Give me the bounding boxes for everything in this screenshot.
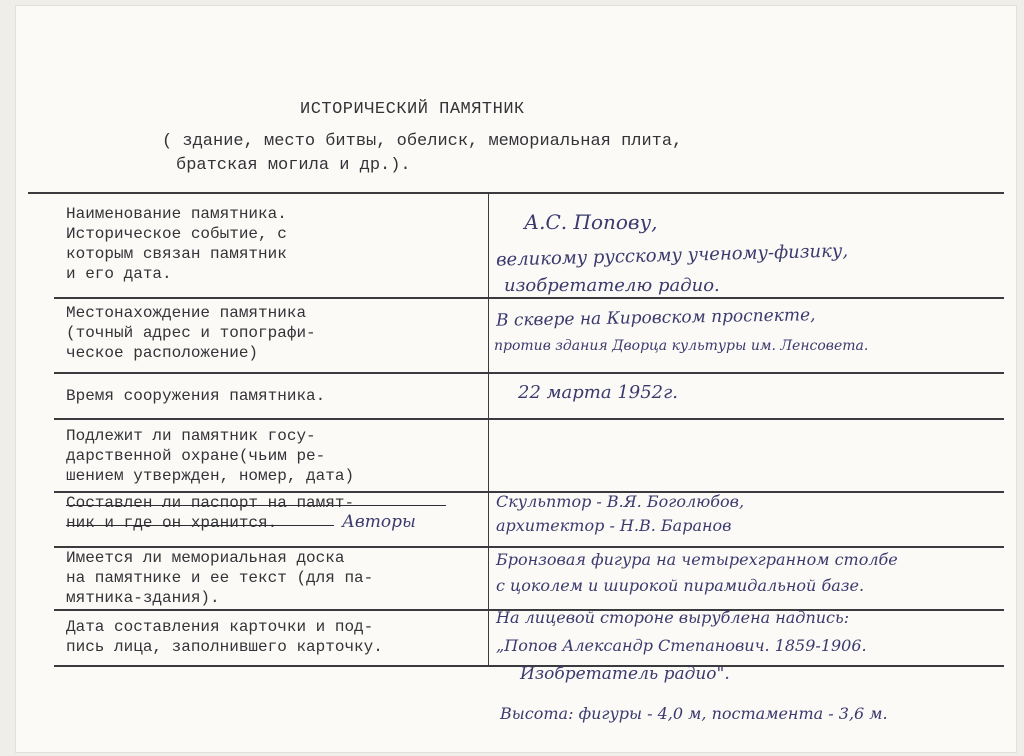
card-subtitle-line-1: ( здание, место битвы, обелиск, мемориальная плита, (162, 132, 683, 151)
field-label-location: Местонахождение памятника (точный адрес и топографи- ческое расположение) (66, 304, 316, 362)
table-top-rule (28, 192, 1004, 194)
handwritten-height-note: Высота: фигуры - 4,0 м, постамента - 3,6 м. (500, 704, 888, 723)
value-card-date-line-2: „Попов Александр Степанович. 1859-1906. (496, 636, 867, 655)
value-location-line-1: В сквере на Кировском проспекте, (495, 305, 816, 331)
value-passport-line-1: Скульптор - В.Я. Боголюбов, (496, 492, 745, 511)
field-label-construction-time: Время сооружения памятника. (66, 387, 326, 405)
field-label-passport: Составлен ли паспорт на памят- ник и где он хранится. (66, 494, 355, 532)
value-construction-time: 22 марта 1952г. (518, 382, 678, 403)
handwritten-note-authors: Авторы (342, 512, 416, 532)
field-label-memorial-plaque: Имеется ли мемориальная доска на памятнике и ее текст (для па- мятника-здания). (66, 549, 374, 607)
value-card-date-line-1: На лицевой стороне вырублена надпись: (496, 608, 850, 627)
column-divider (488, 192, 489, 666)
field-label-card-date: Дата составления карточки и под- пись лица, заполнившего карточку. (66, 618, 383, 656)
row-divider (54, 418, 1004, 420)
value-passport-line-2: архитектор - Н.В. Баранов (496, 516, 732, 535)
field-label-monument-name: Наименование памятника. Историческое событие, с которым связан памятник и его дата. (66, 205, 287, 283)
card-subtitle-line-2: братская могила и др.). (176, 156, 411, 175)
value-card-date-line-3: Изобретатель радио". (520, 664, 730, 684)
value-plaque-line-2: с цоколем и широкой пирамидальной базе. (496, 576, 865, 595)
field-label-state-protection: Подлежит ли памятник госу- дарственной охране(чьим ре- шением утвержден, номер, дата) (66, 427, 355, 485)
value-monument-name-line-2: великому русскому ученому-физику, (495, 240, 849, 271)
row-divider (54, 372, 1004, 374)
card-title: ИСТОРИЧЕСКИЙ ПАМЯТНИК (300, 100, 525, 119)
value-plaque-line-1: Бронзовая фигура на четырехгранном столбе (496, 550, 898, 569)
value-monument-name-line-1: А.С. Попову, (524, 210, 658, 234)
row-divider (54, 297, 1004, 299)
strikethrough-line (66, 505, 446, 506)
strikethrough-line (66, 525, 334, 526)
value-location-line-2: против здания Дворца культуры им. Ленсовета. (494, 338, 869, 354)
value-monument-name-line-3: изобретателю радио. (504, 275, 720, 296)
